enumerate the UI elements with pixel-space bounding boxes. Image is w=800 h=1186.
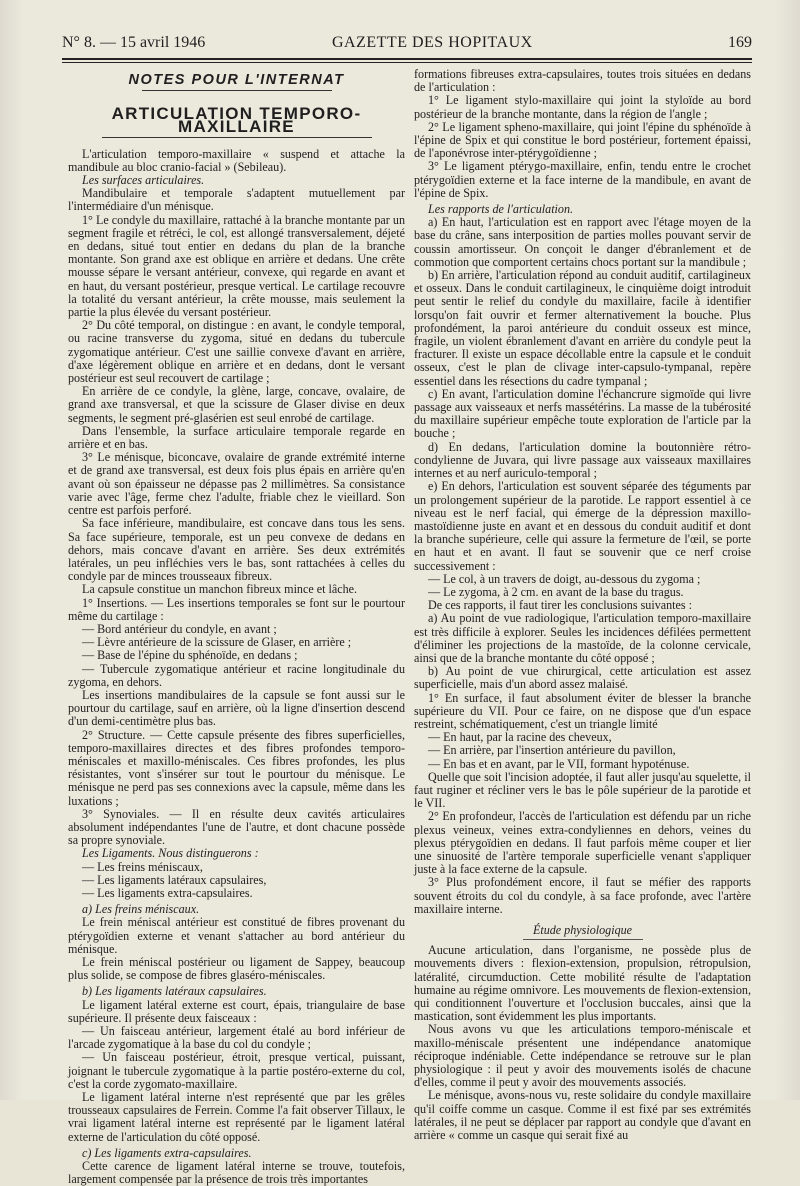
paragraph: e) En dehors, l'articulation est souvent séparée des téguments par un prolongement supérieur de la parotide. Le rapport essentiel à ce niveau est le nerf facial, qui émerge de la dépression maxillo-mastoïdienne juste en avant et en dessous du conduit auditif et dont la branche supérieure, celle qui assure la fermeture de l'œil, se porte en haut et en avant. Il faut se souvenir que ce nerf croise successivement :: [414, 479, 751, 573]
paragraph: 3° Synoviales. — Il en résulte deux cavités articulaires absolument indépendantes l'une de l'autre, et dont chacune possède sa propre synoviale.: [68, 806, 405, 848]
subheading: c) Les ligaments extra-capsulaires.: [82, 1145, 252, 1160]
paragraph: 1° Le condyle du maxillaire, rattaché à la branche montante par un segment fragile et rétréci, le col, est allongé transversalement, déjeté en dedans, situé tout entier en dedans du plan de la branche montante. Son grand axe est oblique en arrière et dedans. Une crête mousse sépare le versant antérieur, convexe, qui regarde en avant et en haut, du versant postérieur, presque vertical. Le cartilage recouvre la totalité du versant antérieur, la crête mousse, mais seulement la partie la plus élevée du versant postérieur.: [68, 212, 405, 320]
list-item: — Les ligaments latéraux capsulaires,: [82, 872, 267, 887]
paragraph: c) En avant, l'articulation domine l'échancrure sigmoïde qui livre passage aux vaisseaux et nerfs massétérins. La masse de la tubérosité du maxillaire supérieur empêche toute exploration de l'article par la bouche ;: [414, 386, 751, 441]
paragraph: Le frein méniscal antérieur est constitué de fibres provenant du ptérygoïdien externe et venant s'attacher au bord antérieur du ménisque.: [68, 915, 405, 956]
paragraph: Le ligament latéral interne n'est représenté que par les grêles trousseaux capsulaires de Ferrein. Comme l'a fait observer Tillaux, le vrai ligament latéral interne est représenté par le ligament latéral externe de l'articulation du côté opposé.: [68, 1090, 405, 1144]
paragraph: Nous avons vu que les articulations temporo-méniscale et maxillo-méniscale présentent une indépendance anatomique réciproque indéniable. Cette indépendance se retrouve sur le plan physiologique : il peut y avoir des mouvements isolés de chacune d'elles, comme il peut y avoir des mouvements associés.: [414, 1022, 751, 1090]
paragraph: 1° Le ligament stylo-maxillaire qui joint la styloïde au bord postérieur de la branche montante, dans la région de l'angle ;: [414, 93, 751, 121]
list-item: — Un faisceau antérieur, largement étalé au bord inférieur de l'arcade zygomatique à la base du col du condyle ;: [68, 1024, 405, 1052]
paragraph: 1° En surface, il faut absolument éviter de blesser la branche supérieure du VII. Pour ce faire, on ne dispose que d'un espace restreint, schématiquement, c'est un triangle limité: [414, 690, 751, 731]
right-column: [414, 67, 751, 1143]
list-item: — Bord antérieur du condyle, en avant ;: [82, 621, 277, 636]
subheading: Les rapports de l'articulation.: [428, 202, 574, 217]
list-item: — Lèvre antérieure de la scissure de Glaser, en arrière ;: [82, 635, 352, 650]
paragraph: formations fibreuses extra-capsulaires, toutes trois situées en dedans de l'articulation :: [414, 67, 751, 95]
page-number: 169: [728, 34, 752, 51]
paragraph: Le ligament latéral externe est court, épais, triangulaire de base supérieure. Il présente deux faisceaux :: [68, 997, 405, 1025]
paragraph: De ces rapports, il faut tirer les conclusions suivantes :: [428, 598, 692, 613]
subheading: Les surfaces articulaires.: [82, 173, 205, 188]
paragraph: d) En dedans, l'articulation domine la boutonnière rétro-condylienne de Juvara, qui livre passage aux vaisseaux maxillaires internes et au nerf auriculo-temporal ;: [414, 439, 751, 481]
article-title-rule: [102, 137, 372, 138]
list-item: — Les freins méniscaux,: [82, 859, 203, 874]
paragraph: a) En haut, l'articulation est en rapport avec l'étage moyen de la base du crâne, sans interposition de parties molles pouvant servir de coussin amortisseur. On conçoit le danger d'ébranlement et de commotion que comportent certains chocs portant sur la mandibule ;: [414, 215, 751, 269]
paragraph: Cette carence de ligament latéral interne se trouve, toutefois, largement compensée par la présence de trois très importantes: [68, 1159, 405, 1186]
header-rule: [62, 58, 752, 60]
paragraph: 2° En profondeur, l'accès de l'articulation est défendu par un riche plexus veineux, veines extra-condyliennes en dehors, veines du plexus ptérygoïdien en dedans. Il faut parfois même couper et lier une sinuosité de l'artère temporale superficielle venant s'appliquer juste à la face externe de la capsule.: [414, 809, 751, 877]
list-item: — Les ligaments extra-capsulaires.: [82, 885, 253, 900]
subheading: a) Les freins méniscaux.: [82, 902, 200, 917]
paragraph: Le frein méniscal postérieur ou ligament de Sappey, beaucoup plus solide, se compose de fibres glaséro-méniscales.: [68, 955, 405, 983]
issue-date: N° 8. — 15 avril 1946: [62, 34, 206, 51]
paragraph: En arrière de ce condyle, la glène, large, concave, ovalaire, de grand axe transversal, et que la scissure de Glaser divise en deux segments, le segment pré-glasérien est seul enrobé de cartilage.: [68, 384, 405, 425]
paragraph: Aucune articulation, dans l'organisme, ne possède plus de mouvements divers : flexion-extension, propulsion, rétropulsion, latéralité, circumduction. Cette mobilité résulte de l'adaptation humaine au régime omnivore. Les mouvements de flexion-extension, qui conditionnent l'ouverture et l'occlusion buccales, ainsi que la mastication, sont évidemment les plus importants.: [414, 943, 751, 1024]
paragraph: Dans l'ensemble, la surface articulaire temporale regarde en arrière et en bas.: [68, 423, 405, 452]
paragraph: b) Au point de vue chirurgical, cette articulation est assez superficielle, mais d'un abord assez malaisé.: [414, 664, 751, 692]
paragraph: 3° Plus profondément encore, il faut se méfier des rapports souvent étroits du col du condyle, à sa face profonde, avec l'artère maxillaire interne.: [414, 875, 751, 916]
paragraph: Les insertions mandibulaires de la capsule se font aussi sur le pourtour du cartilage, sauf en arrière, où la ligne d'insertion descend d'un demi-centimètre plus bas.: [68, 687, 405, 729]
paragraph: Le ménisque, avons-nous vu, reste solidaire du condyle maxillaire qu'il coiffe comme un casque. Comme il est fixé par ses extrémités latérales, il ne peut se déplacer par rapport au condyle que d'avant en arrière « comme un casque qui serait fixé au: [414, 1088, 751, 1143]
list-item: — Le col, à un travers de doigt, au-dessous du zygoma ;: [428, 571, 701, 586]
paragraph: 3° Le ménisque, biconcave, ovalaire de grande extrémité interne et de grand axe transversal, est deux fois plus épais en arrière qu'en avant où son épaisseur ne dépasse pas 2 millimètres. Sa consistance varie avec l'âge, ferme chez l'adulte, friable chez le vieillard. Son centre est parfois perforé.: [68, 450, 405, 518]
paragraph: b) En arrière, l'articulation répond au conduit auditif, cartilagineux et osseux. Dans le conduit cartilagineux, le cinquième doigt introduit peut sentir le relief du condyle du maxillaire, facile à identifier lorsqu'on fait ouvrir et fermer alternativement la bouche. Plus profondément, la paroi antérieure du conduit osseux est mince, fragile, un violent ébranlement d'avant en arrière du condyle peut la fracturer. Il existe un espace décollable entre la capsule et le conduit osseux, c'est le plan de clivage inter-capsulo-tympanal, repère essentiel dans les résections du cadre tympanal ;: [414, 268, 751, 388]
paragraph: 3° Le ligament ptérygo-maxillaire, enfin, tendu entre le crochet ptérygoïdien externe et la face interne de la mandibule, en avant de l'épine de Spix.: [414, 159, 751, 200]
list-item: — Tubercule zygomatique antérieur et racine longitudinale du zygoma, en dehors.: [68, 661, 405, 689]
paragraph: Quelle que soit l'incision adoptée, il faut aller jusqu'au squelette, il faut ruginer et récliner vers le bas le pôle supérieur de la parotide et le VII.: [414, 769, 751, 811]
paragraph: 2° Du côté temporal, on distingue : en avant, le condyle temporal, ou racine transverse du zygoma, situé en dedans du tubercule zygomatique antérieur. C'est une saillie convexe d'avant en arrière, d'axe légèrement oblique en arrière et en dedans, dont le versant postérieur est seul recouvert de cartilage ;: [68, 318, 405, 386]
header-rule-thin: [62, 62, 752, 63]
paragraph: Mandibulaire et temporale s'adaptent mutuellement par l'intermédiaire d'un ménisque.: [68, 186, 405, 214]
article-title: ARTICULATION TEMPORO-MAXILLAIRE: [111, 104, 362, 137]
paragraph: 2° Le ligament spheno-maxillaire, qui joint l'épine du sphénoïde à l'épine de Spix et qui constitue le bord postérieur, fortement épaissi, de l'aponévrose inter-ptérygoïdienne ;: [414, 119, 751, 161]
list-item: — En arrière, par l'insertion antérieure du pavillon,: [428, 743, 676, 758]
paragraph: 1° Insertions. — Les insertions temporales se font sur le pourtour même du cartilage :: [68, 595, 405, 623]
subheading: b) Les ligaments latéraux capsulaires.: [82, 984, 267, 999]
section-heading: Étude physiologique: [532, 923, 633, 937]
left-column: [68, 68, 405, 1186]
section-title: NOTES POUR L'INTERNAT: [128, 72, 345, 88]
list-item: — Le zygoma, à 2 cm. en avant de la base du tragus.: [428, 584, 684, 599]
paragraph: Sa face inférieure, mandibulaire, est concave dans tous les sens. Sa face supérieure, temporale, est un peu convexe de dedans en dehors, mais concave d'avant en arrière. Ses deux extrémités latérales, un peu infléchies vers le bas, sont rattachées à celles du condyle par de minces trousseaux fibreux.: [68, 516, 405, 584]
paragraph: a) Au point de vue radiologique, l'articulation temporo-maxillaire est très difficile à explorer. Seules les incidences défilées permettent d'éliminer les projections de la mastoïde, de la colonne cervicale, ainsi que de la branche montante du côté opposé ;: [414, 611, 751, 665]
journal-title: GAZETTE DES HOPITAUX: [332, 34, 533, 51]
paragraph: 2° Structure. — Cette capsule présente des fibres superficielles, temporo-maxillaires directes et des fibres profondes temporo-méniscales et maxillo-méniscales. Ces fibres profondes, les plus résistantes, vont s'insérer sur tout le pourtour du ménisque. Le ménisque ne perd pas ses connexions avec la capsule, même dans les luxations ;: [68, 727, 405, 808]
page-header: [62, 34, 752, 56]
list-item: — Base de l'épine du sphénoïde, en dedans ;: [82, 648, 298, 663]
heading-rule: [523, 939, 643, 940]
subheading: Les Ligaments. Nous distinguerons :: [82, 846, 259, 861]
list-item: — En bas et en avant, par le VII, formant hypoténuse.: [428, 756, 690, 771]
list-item: — En haut, par la racine des cheveux,: [428, 730, 612, 745]
paragraph: L'articulation temporo-maxillaire « suspend et attache la mandibule au bloc cranio-facial » (Sebileau).: [68, 146, 405, 174]
title-underline: [142, 90, 332, 91]
list-item: — Un faisceau postérieur, étroit, presque vertical, puissant, joignant le tubercule zygomatique à la partie postéro-externe du col, c'est la corde zygomato-maxillaire.: [68, 1050, 405, 1091]
paragraph: La capsule constitue un manchon fibreux mince et lâche.: [82, 582, 358, 597]
